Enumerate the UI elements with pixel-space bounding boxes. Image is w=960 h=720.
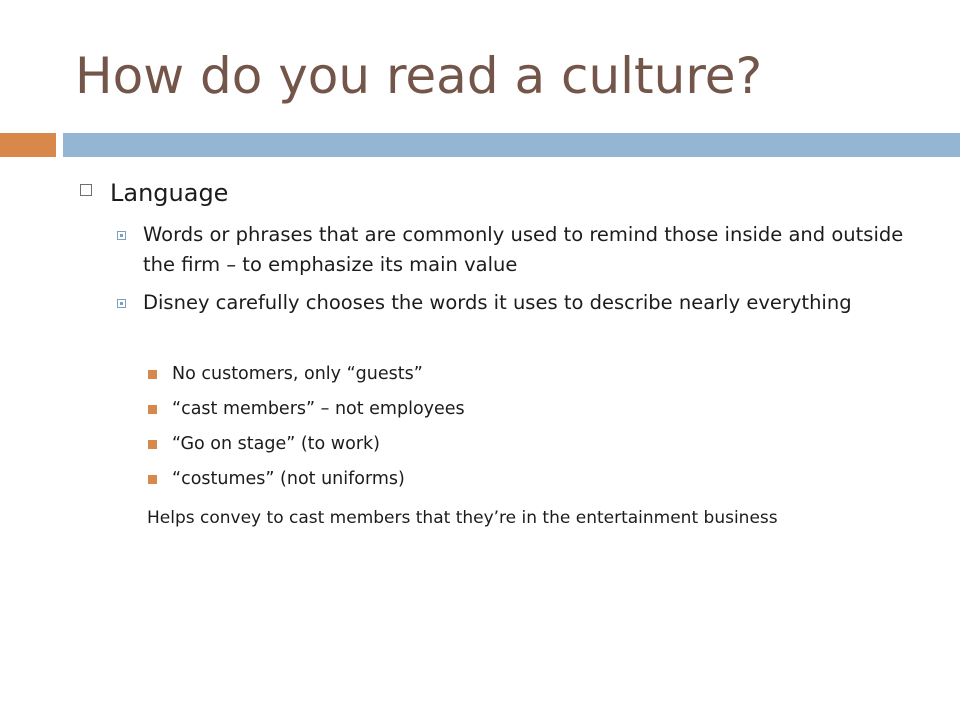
filled-square-icon <box>148 475 157 484</box>
sub-bullet-costumes: “costumes” (not uniforms) <box>172 469 405 489</box>
square-bullet-icon <box>117 231 126 240</box>
filled-square-icon <box>148 405 157 414</box>
filled-square-icon <box>148 440 157 449</box>
note-entertainment-business: Helps convey to cast members that they’re in the entertainment business <box>147 508 778 528</box>
sub-bullet-cast-members: “cast members” – not employees <box>172 399 465 419</box>
square-bullet-icon <box>117 299 126 308</box>
sub-bullet-guests: No customers, only “guests” <box>172 364 423 384</box>
bullet-words-phrases: Words or phrases that are commonly used to remind those inside and outside the firm – to emphasize its main value <box>143 223 904 276</box>
slide-title: How do you read a culture? <box>75 47 763 105</box>
sub-bullet-go-on-stage: “Go on stage” (to work) <box>172 434 380 454</box>
hollow-square-icon <box>80 184 92 196</box>
filled-square-icon <box>148 370 157 379</box>
bullet-disney-words: Disney carefully chooses the words it uses to describe nearly everything <box>143 291 852 314</box>
bullet-language: Language <box>110 179 229 207</box>
